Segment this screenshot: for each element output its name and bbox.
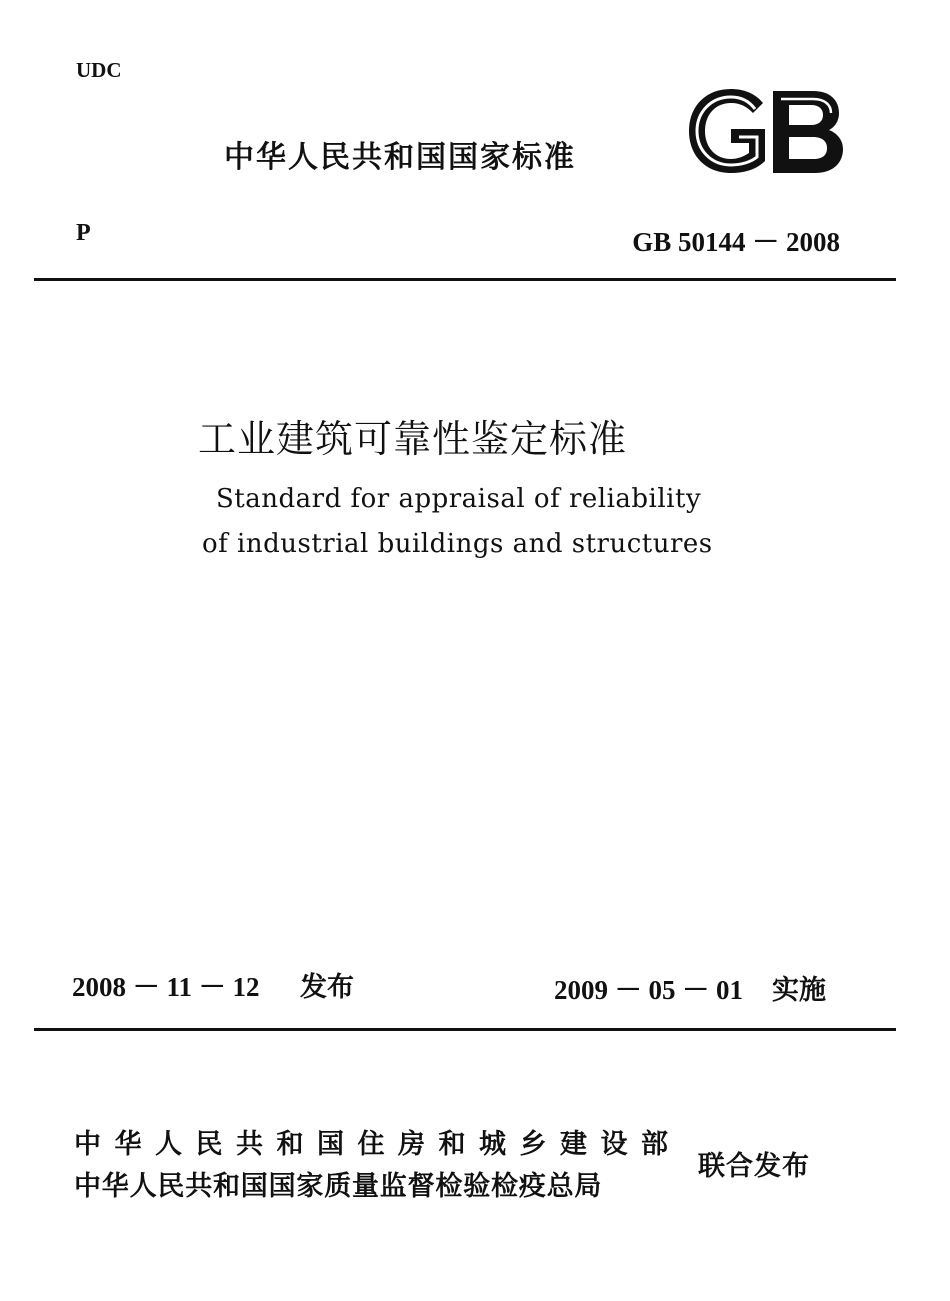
gb-logo <box>685 85 845 177</box>
issued-label: 发布 <box>300 972 354 1003</box>
effective-date: 2009 － 05 － 01 <box>554 975 743 1005</box>
issuer-quality-supervision: 中华人民共和国国家质量监督检验检疫总局 <box>74 1171 603 1202</box>
joint-issue-label: 联合发布 <box>698 1151 810 1182</box>
issuer-ministry-housing: 中华人民共和国住房和城乡建设部 <box>74 1129 682 1160</box>
effective-label: 实施 <box>772 975 826 1006</box>
national-standard-heading: 中华人民共和国国家标准 <box>224 140 576 175</box>
top-divider <box>34 278 896 281</box>
udc-label: UDC <box>76 58 122 82</box>
title-english-line-2: of industrial buildings and structures <box>202 529 713 559</box>
gb-logo-g-letter <box>689 89 765 173</box>
gb-logo-b-letter <box>773 91 843 173</box>
bottom-divider <box>34 1028 896 1031</box>
issued-date: 2008 － 11 － 12 <box>72 972 260 1002</box>
title-chinese: 工业建筑可靠性鉴定标准 <box>198 417 628 461</box>
title-english-line-1: Standard for appraisal of reliability <box>216 484 702 514</box>
standard-number: GB 50144 － 2008 <box>632 227 840 257</box>
category-code: P <box>76 220 91 246</box>
